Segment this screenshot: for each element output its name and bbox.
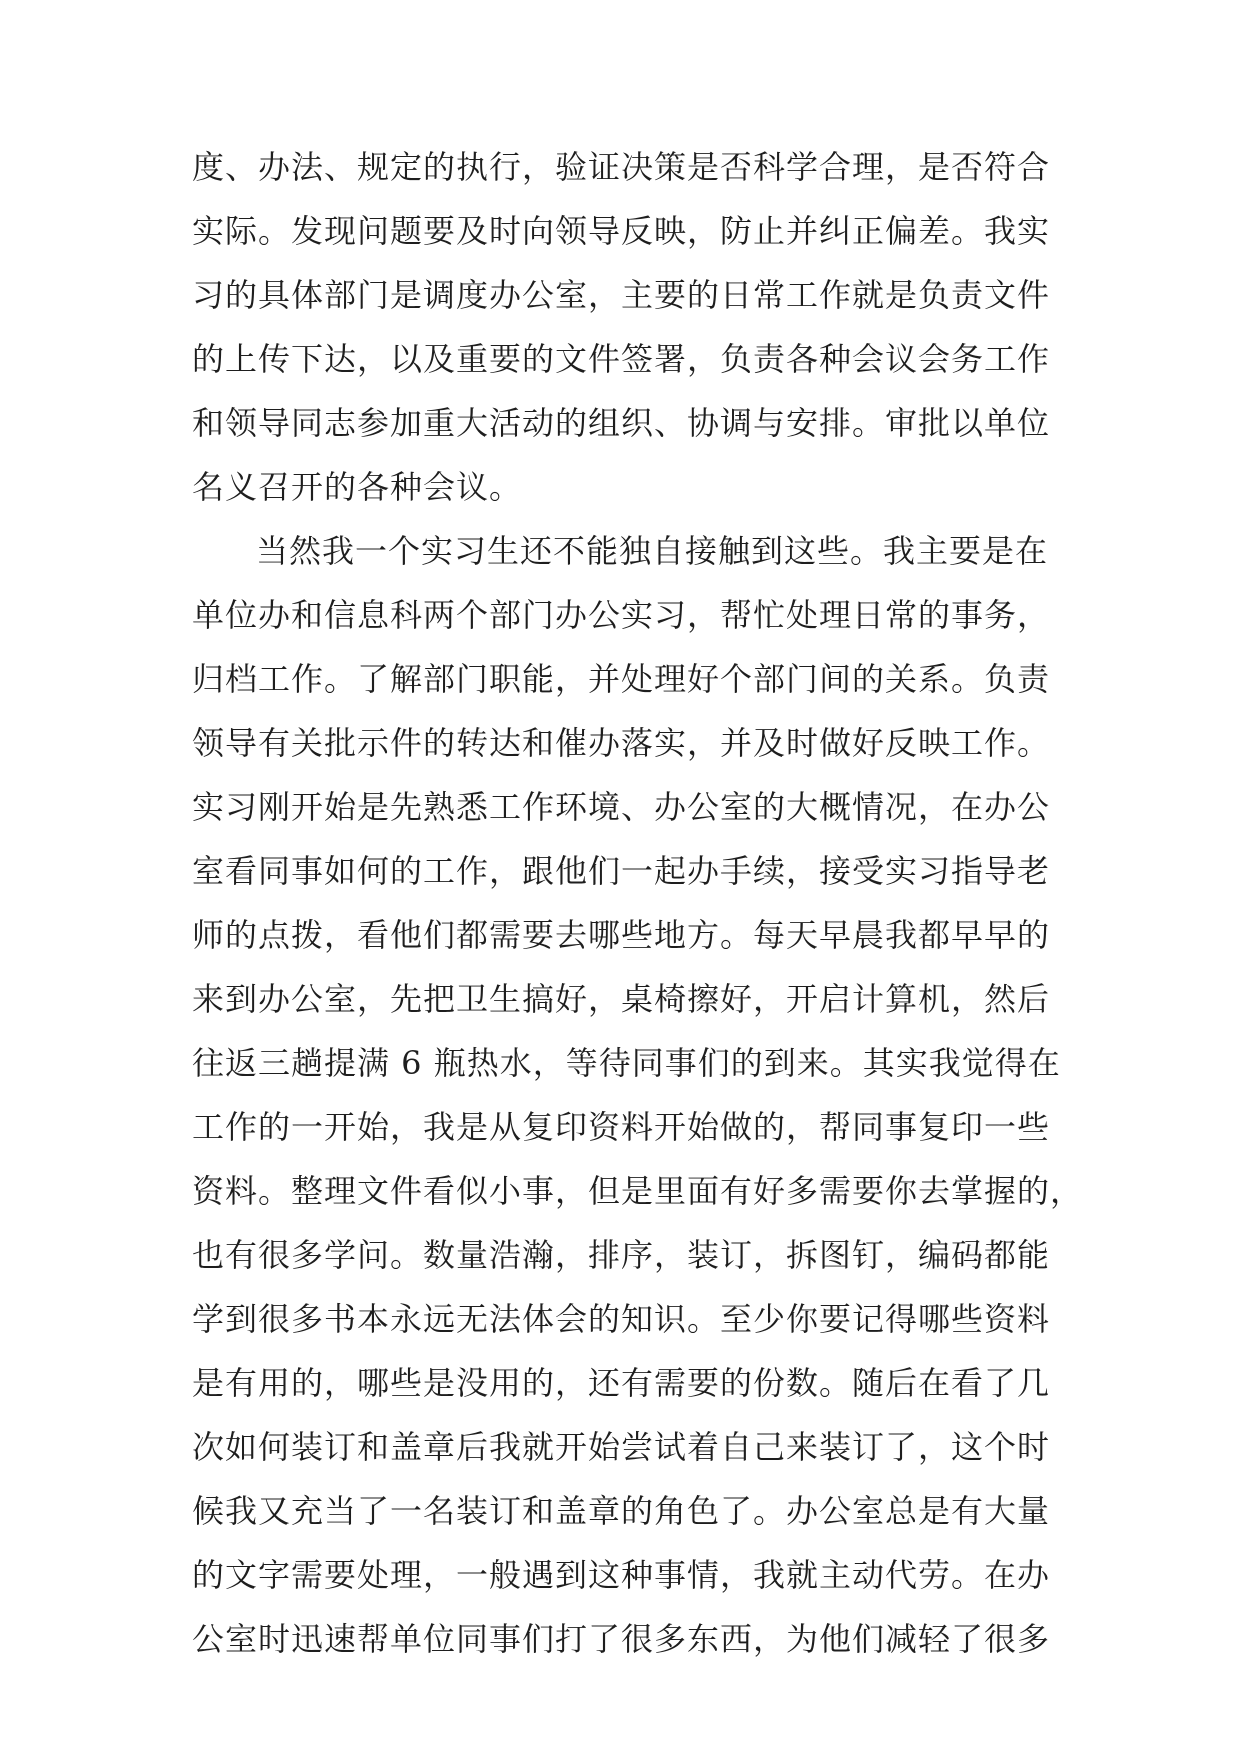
text-line: 候我又充当了一名装订和盖章的角色了。办公室总是有大量 <box>192 1492 1051 1530</box>
text-line: 是有用的，哪些是没用的，还有需要的份数。随后在看了几 <box>192 1364 1051 1402</box>
text-line: 的上传下达，以及重要的文件签署，负责各种会议会务工作 <box>192 340 1051 378</box>
paragraph-first-line: 当然我一个实习生还不能独自接触到这些。我主要是在 <box>256 532 1049 570</box>
text-line: 度、办法、规定的执行，验证决策是否科学合理，是否符合 <box>192 148 1051 186</box>
text-line: 实习刚开始是先熟悉工作环境、办公室的大概情况，在办公 <box>192 788 1051 826</box>
text-line: 公室时迅速帮单位同事们打了很多东西，为他们减轻了很多 <box>192 1620 1051 1658</box>
text-line: 的文字需要处理，一般遇到这种事情，我就主动代劳。在办 <box>192 1556 1051 1594</box>
text-line: 室看同事如何的工作，跟他们一起办手续，接受实习指导老 <box>192 852 1051 890</box>
text-line: 领导有关批示件的转达和催办落实，并及时做好反映工作。 <box>192 724 1051 762</box>
text-line: 学到很多书本永远无法体会的知识。至少你要记得哪些资料 <box>192 1300 1051 1338</box>
text-line: 次如何装订和盖章后我就开始尝试着自己来装订了，这个时 <box>192 1428 1051 1466</box>
text-line: 资料。整理文件看似小事，但是里面有好多需要你去掌握的， <box>192 1172 1084 1210</box>
text-line: 和领导同志参加重大活动的组织、协调与安排。审批以单位 <box>192 404 1051 442</box>
text-line: 实际。发现问题要及时向领导反映，防止并纠正偏差。我实 <box>192 212 1051 250</box>
text-line: 名义召开的各种会议。 <box>192 468 523 506</box>
text-line: 来到办公室，先把卫生搞好，桌椅擦好，开启计算机，然后 <box>192 980 1051 1018</box>
text-line: 单位办和信息科两个部门办公实习，帮忙处理日常的事务， <box>192 596 1051 634</box>
text-line: 也有很多学问。数量浩瀚，排序，装订，拆图钉，编码都能 <box>192 1236 1051 1274</box>
text-line: 师的点拨，看他们都需要去哪些地方。每天早晨我都早早的 <box>192 916 1051 954</box>
text-line: 往返三趟提满 6 瓶热水，等待同事们的到来。其实我觉得在 <box>192 1044 1061 1082</box>
text-line: 习的具体部门是调度办公室，主要的日常工作就是负责文件 <box>192 276 1051 314</box>
text-line: 归档工作。了解部门职能，并处理好个部门间的关系。负责 <box>192 660 1051 698</box>
text-line: 工作的一开始，我是从复印资料开始做的，帮同事复印一些 <box>192 1108 1051 1146</box>
